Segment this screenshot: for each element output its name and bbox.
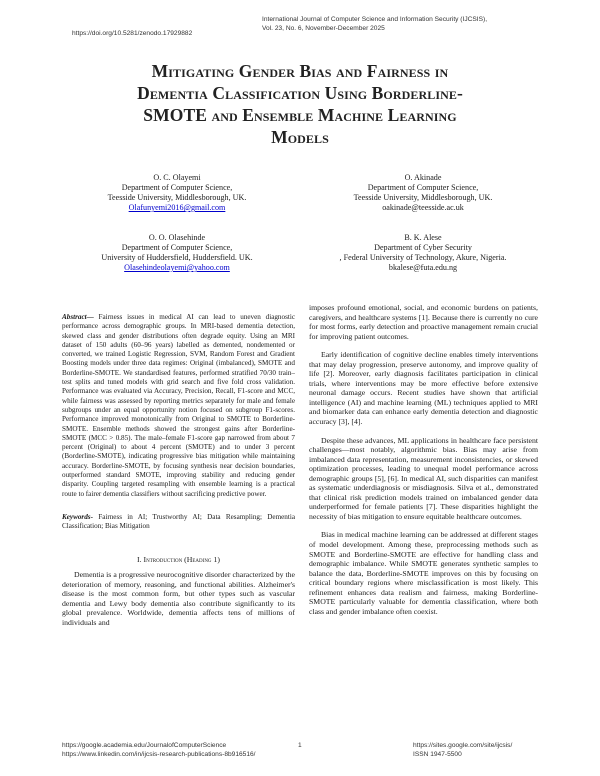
keywords-text: Fairness in AI; Trustworthy AI; Data Resampling; Dementia Classification; Bias Mitigation xyxy=(62,512,295,531)
author-name: O. Akinade xyxy=(404,173,442,182)
abstract-text: Fairness issues in medical AI can lead to uneven diagnostic performance across demographic groups. In MRI-based dementia detection, skewed class and gender distributions often degrade equity. Using an MRI dataset of 150 adults (60–96 years) labelled as demented, nondemented or converted, we trained Logistic Regression, SVM, Random Forest and Gradient Boosting models under three data regimes: Original (imbalanced), SMOTE and Borderline-SMOTE. We standardised features, performed stratified 70/30 train–test splits and tuned models with grid search and five fold cross validation. Performance was evaluated via Accuracy, Precision, Recall, F1-score and MCC, while fairness was assessed by reporting metrics separately for male and female subgroups under an equal opportunity notion focused on subgroup F1-scores. Performance improved monotonically from Original to SMOTE to Borderline-SMOTE. Ensemble methods showed the strongest gains after Borderline-SMOTE (MCC > 0.85). The male–female F1-score gap narrowed from about 7 percent (Original) to about 4 percent (SMOTE) and to under 3 percent (Borderline-SMOTE), indicating progressive bias mitigation while maintaining accuracy. Borderline-SMOTE, by focusing synthesis near decision boundaries, outperformed standard SMOTE, improving stability and reducing gender disparity. Coupling targeted resampling with ensemble learning is a practical route to fairer dementia classifiers without sacrificing predictive power. xyxy=(62,313,295,498)
footer-academia-link[interactable]: https://google.academia.edu/JournalofComputerScience xyxy=(62,742,227,749)
author-dept: Department of Computer Science, xyxy=(367,183,479,192)
section-heading: I. Introduction (Heading 1) xyxy=(137,554,220,564)
author-block-3 xyxy=(62,233,292,273)
author-dept: Department of Computer Science, xyxy=(121,183,233,192)
author-institution: University of Huddersfield, Huddersfield. UK. xyxy=(101,253,253,262)
author-dept: Department of Computer Science, xyxy=(121,243,233,252)
keywords xyxy=(62,513,295,532)
page-number: 1 xyxy=(298,742,302,749)
left-column xyxy=(62,313,295,627)
journal-name: International Journal of Computer Science and Information Security (IJCSIS), xyxy=(262,16,488,23)
author-email-link[interactable]: Olafunyemi2016@gmail.com xyxy=(128,203,226,212)
footer-site xyxy=(413,741,512,759)
right-column xyxy=(309,303,538,616)
author-email-link[interactable]: Olasehindeolayemi@yahoo.com xyxy=(124,263,230,272)
intro-paragraph: Dementia is a progressive neurocognitive disorder characterized by the deterioration of memory, reasoning, and functional abilities. Alzheimer's disease is the most common form, but other types such as vascular dementia and Lewy body dementia also contribute significantly to its global prevalence. Worldwide, dementia affects tens of millions of individuals and xyxy=(62,570,295,627)
abstract-label: Abstract— xyxy=(62,313,94,321)
footer-issn: ISSN 1947-5500 xyxy=(413,751,462,758)
journal-header xyxy=(262,15,487,33)
author-institution: Teesside University, Middlesborough, UK. xyxy=(353,193,493,202)
author-email: bkalese@futa.edu.ng xyxy=(388,263,458,272)
body-paragraph: Despite these advances, ML applications in healthcare face persistent challenges—most notably, algorithmic bias. Bias may arise from imbalanced data representation, measurement inconsistencies, or skewed optimization processes, leading to unequal model performance across demographic groups [5], [6]. In medical AI, such disparities can manifest as systematic underdiagnosis or misdiagnosis. Silva et al., demonstrated that clinical risk prediction models trained on imbalanced gender data underperformed for female patients [7]. These disparities highlight the necessity of bias mitigation to ensure equitable healthcare outcomes. xyxy=(309,435,538,521)
body-paragraph: Bias in medical machine learning can be addressed at different stages of model development. Among these, preprocessing methods such as SMOTE and Borderline-SMOTE are effective for handling class and demographic imbalance. While SMOTE generates synthetic samples to balance the data, Borderline-SMOTE improves on this by focusing on critical boundary regions where misclassification is most likely. This refinement enhances data realism and fairness, making Borderline-SMOTE particularly valuable for dementia classification, where both class and gender imbalance often coexist. xyxy=(309,530,538,616)
author-institution: , Federal University of Technology, Akure, Nigeria. xyxy=(339,253,507,262)
abstract xyxy=(62,313,295,499)
footer-links xyxy=(62,741,256,759)
author-block-4 xyxy=(308,233,538,273)
title-line-1: Mitigating Gender Bias and Fairness in xyxy=(151,61,449,81)
author-name: B. K. Alese xyxy=(404,233,442,242)
title-line-4: Models xyxy=(271,127,329,147)
body-paragraph: imposes profound emotional, social, and economic burdens on patients, caregivers, and healthcare systems [1]. Because there is currently no cure for most forms, early detection and proactive management remain crucial for improving patient outcomes. xyxy=(309,303,538,341)
author-block-2 xyxy=(308,173,538,213)
author-block-1 xyxy=(62,173,292,213)
keywords-label: Keywords- xyxy=(62,512,93,521)
author-name: O. O. Olasehinde xyxy=(148,233,206,242)
doi-link[interactable]: https://doi.org/10.5281/zenodo.17929882 xyxy=(72,30,193,37)
title-line-3: SMOTE and Ensemble Machine Learning xyxy=(143,105,457,125)
author-name: O. C. Olayemi xyxy=(153,173,201,182)
journal-volume: Vol. 23, No. 6, November-December 2025 xyxy=(262,25,385,32)
author-email: oakinade@teesside.ac.uk xyxy=(382,203,464,212)
author-dept: Department of Cyber Security xyxy=(374,243,472,252)
author-institution: Teesside University, Middlesborough, UK. xyxy=(107,193,247,202)
footer-linkedin-link[interactable]: https://www.linkedin.com/in/ijcsis-research-publications-8b916516/ xyxy=(62,751,256,758)
footer-site-link[interactable]: https://sites.google.com/site/ijcsis/ xyxy=(413,742,513,749)
title-line-2: Dementia Classification Using Borderline- xyxy=(137,83,463,103)
body-paragraph: Early identification of cognitive decline enables timely interventions that may delay progression, preserve autonomy, and improve quality of life [2]. Moreover, early diagnosis facilitates participation in clinical trials, where interventions may be more effective before extensive neuronal damage occurs. Recent studies have shown that artificial intelligence (AI) and machine learning (ML) techniques applied to MRI and biomarker data can enhance early dementia detection and diagnostic accuracy [3], [4]. xyxy=(309,350,538,427)
paper-title xyxy=(60,60,540,148)
